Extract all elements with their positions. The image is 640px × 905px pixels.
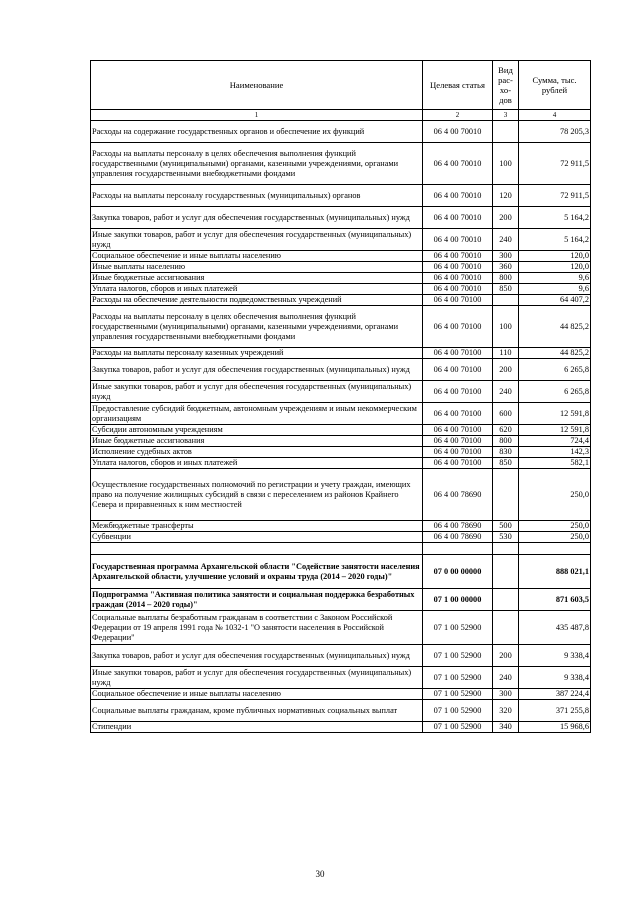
row-code: 07 0 00 00000 bbox=[423, 555, 493, 589]
table-row bbox=[91, 689, 591, 700]
row-sum: 15 968,6 bbox=[519, 722, 591, 733]
column-number: 1 bbox=[91, 110, 423, 121]
row-type: 320 bbox=[493, 700, 519, 722]
row-sum: 9 338,4 bbox=[519, 667, 591, 689]
table-row bbox=[91, 403, 591, 425]
row-sum: 888 021,1 bbox=[519, 555, 591, 589]
row-code: 07 1 00 52900 bbox=[423, 700, 493, 722]
row-sum: 72 911,5 bbox=[519, 185, 591, 207]
table-row bbox=[91, 521, 591, 532]
header-type: Вид рас-хо-дов bbox=[493, 61, 519, 110]
row-type: 850 bbox=[493, 284, 519, 295]
row-name: Социальные выплаты гражданам, кроме публичных нормативных социальных выплат bbox=[91, 700, 423, 722]
row-sum: 12 591,8 bbox=[519, 403, 591, 425]
row-type: 300 bbox=[493, 251, 519, 262]
row-name: Стипендии bbox=[91, 722, 423, 733]
table-row bbox=[91, 348, 591, 359]
row-sum: 78 205,3 bbox=[519, 121, 591, 143]
row-type: 110 bbox=[493, 348, 519, 359]
row-code: 07 1 00 52900 bbox=[423, 667, 493, 689]
table-row bbox=[91, 262, 591, 273]
empty-cell bbox=[519, 543, 591, 555]
row-name: Социальные выплаты безработным гражданам в соответствии с Законом Российской Федерации от 19 апреля 1991 года № 1032-1 "О занятости населения в Российской Федерации" bbox=[91, 611, 423, 645]
table-row bbox=[91, 207, 591, 229]
row-type: 200 bbox=[493, 645, 519, 667]
row-name: Расходы на выплаты персоналу в целях обеспечения выполнения функций государственными (муниципальными) органами, казенными учреждениями, органами управления государственными внебюджетными фондами bbox=[91, 143, 423, 185]
row-sum: 72 911,5 bbox=[519, 143, 591, 185]
table-row bbox=[91, 425, 591, 436]
row-code: 06 4 00 78690 bbox=[423, 532, 493, 543]
empty-cell bbox=[423, 543, 493, 555]
spacer-row bbox=[91, 543, 591, 555]
table-row bbox=[91, 700, 591, 722]
row-name: Иные бюджетные ассигнования bbox=[91, 273, 423, 284]
table-row bbox=[91, 555, 591, 589]
row-name: Закупка товаров, работ и услуг для обеспечения государственных (муниципальных) нужд bbox=[91, 207, 423, 229]
empty-cell bbox=[91, 543, 423, 555]
row-sum: 44 825,2 bbox=[519, 306, 591, 348]
row-type: 500 bbox=[493, 521, 519, 532]
table-row bbox=[91, 185, 591, 207]
column-number: 4 bbox=[519, 110, 591, 121]
row-type: 240 bbox=[493, 667, 519, 689]
row-type bbox=[493, 611, 519, 645]
row-name: Социальное обеспечение и иные выплаты населению bbox=[91, 689, 423, 700]
table-row bbox=[91, 143, 591, 185]
row-sum: 387 224,4 bbox=[519, 689, 591, 700]
table-row bbox=[91, 284, 591, 295]
row-code: 06 4 00 70100 bbox=[423, 348, 493, 359]
row-name: Социальное обеспечение и иные выплаты населению bbox=[91, 251, 423, 262]
table-row bbox=[91, 667, 591, 689]
table-row bbox=[91, 381, 591, 403]
row-name: Уплата налогов, сборов и иных платежей bbox=[91, 284, 423, 295]
row-name: Закупка товаров, работ и услуг для обеспечения государственных (муниципальных) нужд bbox=[91, 359, 423, 381]
table-row bbox=[91, 469, 591, 521]
row-name: Иные закупки товаров, работ и услуг для обеспечения государственных (муниципальных) нужд bbox=[91, 667, 423, 689]
table-row bbox=[91, 447, 591, 458]
column-number: 3 bbox=[493, 110, 519, 121]
row-code: 06 4 00 70100 bbox=[423, 447, 493, 458]
table-row bbox=[91, 121, 591, 143]
row-sum: 5 164,2 bbox=[519, 229, 591, 251]
row-type: 530 bbox=[493, 532, 519, 543]
empty-cell bbox=[493, 543, 519, 555]
row-sum: 250,0 bbox=[519, 521, 591, 532]
row-code: 06 4 00 70100 bbox=[423, 458, 493, 469]
header-code: Целевая статья bbox=[423, 61, 493, 110]
row-type: 200 bbox=[493, 207, 519, 229]
row-code: 06 4 00 70010 bbox=[423, 251, 493, 262]
row-code: 07 1 00 52900 bbox=[423, 645, 493, 667]
table-row bbox=[91, 722, 591, 733]
row-sum: 250,0 bbox=[519, 469, 591, 521]
row-code: 06 4 00 70100 bbox=[423, 381, 493, 403]
row-code: 07 1 00 52900 bbox=[423, 611, 493, 645]
row-type: 360 bbox=[493, 262, 519, 273]
row-name: Расходы на выплаты персоналу казенных учреждений bbox=[91, 348, 423, 359]
row-sum: 142,3 bbox=[519, 447, 591, 458]
row-sum: 724,4 bbox=[519, 436, 591, 447]
row-name: Субвенции bbox=[91, 532, 423, 543]
row-type: 600 bbox=[493, 403, 519, 425]
row-type: 100 bbox=[493, 143, 519, 185]
row-type: 200 bbox=[493, 359, 519, 381]
row-code: 06 4 00 70100 bbox=[423, 436, 493, 447]
row-code: 06 4 00 70100 bbox=[423, 403, 493, 425]
row-code: 06 4 00 70100 bbox=[423, 295, 493, 306]
row-code: 06 4 00 70010 bbox=[423, 185, 493, 207]
row-code: 06 4 00 70010 bbox=[423, 121, 493, 143]
row-type: 340 bbox=[493, 722, 519, 733]
row-sum: 64 407,2 bbox=[519, 295, 591, 306]
row-type: 240 bbox=[493, 381, 519, 403]
row-name: Иные выплаты населению bbox=[91, 262, 423, 273]
row-type: 100 bbox=[493, 306, 519, 348]
row-sum: 582,1 bbox=[519, 458, 591, 469]
row-code: 06 4 00 70100 bbox=[423, 306, 493, 348]
row-code: 06 4 00 70010 bbox=[423, 273, 493, 284]
row-sum: 12 591,8 bbox=[519, 425, 591, 436]
table-row bbox=[91, 611, 591, 645]
row-code: 07 1 00 52900 bbox=[423, 722, 493, 733]
row-name: Закупка товаров, работ и услуг для обеспечения государственных (муниципальных) нужд bbox=[91, 645, 423, 667]
row-name: Уплата налогов, сборов и иных платежей bbox=[91, 458, 423, 469]
row-type: 120 bbox=[493, 185, 519, 207]
table-row bbox=[91, 273, 591, 284]
row-sum: 44 825,2 bbox=[519, 348, 591, 359]
row-name: Предоставление субсидий бюджетным, автономным учреждениям и иным некоммерческим организациям bbox=[91, 403, 423, 425]
row-type bbox=[493, 121, 519, 143]
table-row bbox=[91, 458, 591, 469]
table-row bbox=[91, 589, 591, 611]
row-sum: 6 265,8 bbox=[519, 359, 591, 381]
row-sum: 250,0 bbox=[519, 532, 591, 543]
table-row bbox=[91, 436, 591, 447]
row-type: 620 bbox=[493, 425, 519, 436]
row-type: 830 bbox=[493, 447, 519, 458]
row-type bbox=[493, 295, 519, 306]
budget-table bbox=[90, 60, 591, 733]
row-code: 07 1 00 00000 bbox=[423, 589, 493, 611]
row-type bbox=[493, 589, 519, 611]
row-name: Расходы на выплаты персоналу в целях обеспечения выполнения функций государственными (муниципальными) органами, казенными учреждениями, органами управления государственными внебюджетными фондами bbox=[91, 306, 423, 348]
row-sum: 9,6 bbox=[519, 284, 591, 295]
row-code: 06 4 00 70010 bbox=[423, 262, 493, 273]
row-type: 300 bbox=[493, 689, 519, 700]
table-header-row bbox=[91, 61, 591, 110]
row-sum: 6 265,8 bbox=[519, 381, 591, 403]
header-name: Наименование bbox=[91, 61, 423, 110]
row-name: Исполнение судебных актов bbox=[91, 447, 423, 458]
column-number: 2 bbox=[423, 110, 493, 121]
row-sum: 9 338,4 bbox=[519, 645, 591, 667]
row-name: Государственная программа Архангельской области "Содействие занятости населения Архангельской области, улучшение условий и охраны труда (2014 – 2020 годы)" bbox=[91, 555, 423, 589]
row-sum: 120,0 bbox=[519, 251, 591, 262]
row-name: Субсидии автономным учреждениям bbox=[91, 425, 423, 436]
row-type bbox=[493, 469, 519, 521]
table-row bbox=[91, 359, 591, 381]
row-code: 06 4 00 70010 bbox=[423, 143, 493, 185]
column-numbers-row bbox=[91, 110, 591, 121]
row-sum: 371 255,8 bbox=[519, 700, 591, 722]
table-row bbox=[91, 229, 591, 251]
row-type: 850 bbox=[493, 458, 519, 469]
row-code: 07 1 00 52900 bbox=[423, 689, 493, 700]
row-type: 800 bbox=[493, 436, 519, 447]
row-name: Осуществление государственных полномочий по регистрации и учету граждан, имеющих право на получение жилищных субсидий в связи с переселением из районов Крайнего Севера и приравненных к ним местностей bbox=[91, 469, 423, 521]
row-name: Расходы на обеспечение деятельности подведомственных учреждений bbox=[91, 295, 423, 306]
row-name: Иные закупки товаров, работ и услуг для обеспечения государственных (муниципальных) нужд bbox=[91, 381, 423, 403]
table-row bbox=[91, 251, 591, 262]
row-name: Расходы на содержание государственных органов и обеспечение их функций bbox=[91, 121, 423, 143]
row-sum: 120,0 bbox=[519, 262, 591, 273]
page-number: 30 bbox=[315, 869, 325, 879]
row-code: 06 4 00 78690 bbox=[423, 469, 493, 521]
table-row bbox=[91, 645, 591, 667]
table-row bbox=[91, 306, 591, 348]
row-sum: 435 487,8 bbox=[519, 611, 591, 645]
row-name: Иные закупки товаров, работ и услуг для обеспечения государственных (муниципальных) нужд bbox=[91, 229, 423, 251]
table-row bbox=[91, 532, 591, 543]
row-sum: 5 164,2 bbox=[519, 207, 591, 229]
row-code: 06 4 00 70010 bbox=[423, 207, 493, 229]
row-code: 06 4 00 70010 bbox=[423, 284, 493, 295]
row-type bbox=[493, 555, 519, 589]
table-row bbox=[91, 295, 591, 306]
row-code: 06 4 00 78690 bbox=[423, 521, 493, 532]
row-type: 240 bbox=[493, 229, 519, 251]
header-sum: Сумма, тыс. рублей bbox=[519, 61, 591, 110]
row-name: Межбюджетные трансферты bbox=[91, 521, 423, 532]
row-type: 800 bbox=[493, 273, 519, 284]
row-name: Иные бюджетные ассигнования bbox=[91, 436, 423, 447]
row-sum: 871 603,5 bbox=[519, 589, 591, 611]
row-code: 06 4 00 70010 bbox=[423, 229, 493, 251]
row-code: 06 4 00 70100 bbox=[423, 359, 493, 381]
row-name: Подпрограмма "Активная политика занятости и социальная поддержка безработных граждан (2014 – 2020 годы)" bbox=[91, 589, 423, 611]
row-code: 06 4 00 70100 bbox=[423, 425, 493, 436]
row-sum: 9,6 bbox=[519, 273, 591, 284]
row-name: Расходы на выплаты персоналу государственных (муниципальных) органов bbox=[91, 185, 423, 207]
